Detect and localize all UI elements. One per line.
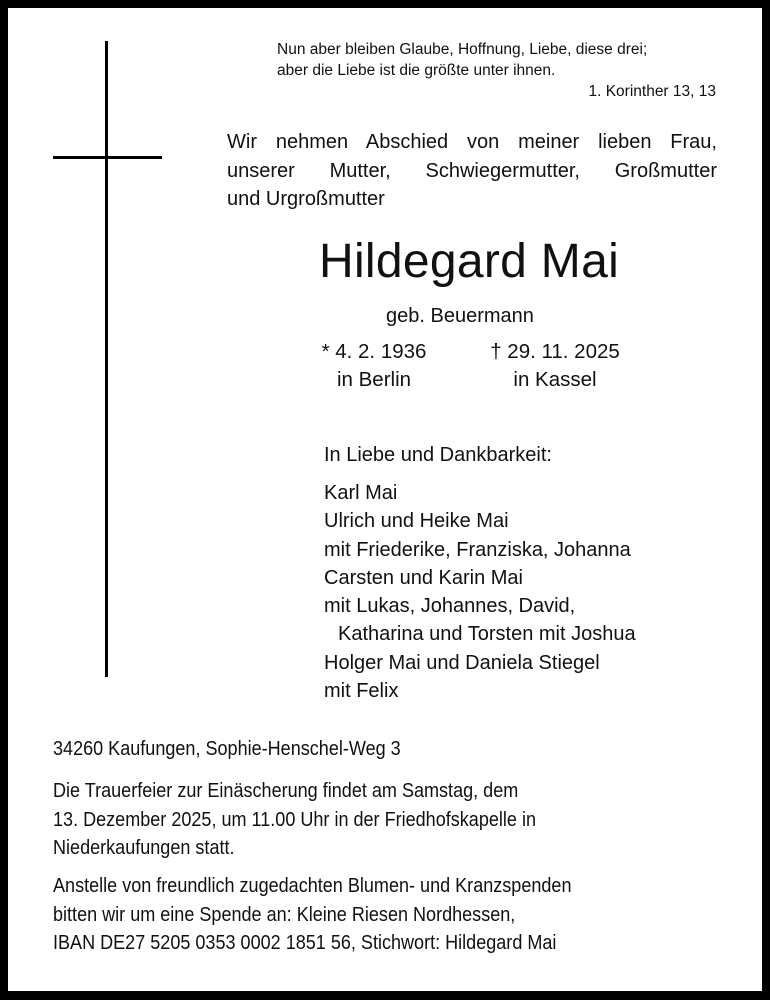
- mourner-line: mit Felix: [324, 680, 399, 703]
- mourner-line: Carsten und Karin Mai: [324, 566, 523, 589]
- death-date: † 29. 11. 2025: [490, 340, 620, 363]
- mourners-heading: In Liebe und Dankbarkeit:: [324, 444, 552, 466]
- donation-info: [53, 872, 571, 958]
- bible-quote: [277, 39, 716, 102]
- donation-line: IBAN DE27 5205 0353 0002 1851 56, Stichwort: Hildegard Mai: [53, 931, 557, 954]
- farewell-statement: [227, 128, 717, 214]
- mourner-line: mit Friederike, Franziska, Johanna: [324, 538, 631, 561]
- mourner-line: Holger Mai und Daniela Stiegel: [324, 651, 600, 674]
- intro-line: und Urgroßmutter: [227, 188, 385, 210]
- intro-line: Wir nehmen Abschied von meiner lieben Frau,: [227, 131, 717, 153]
- death-info: [476, 338, 634, 394]
- mourner-line: Ulrich und Heike Mai: [324, 510, 509, 533]
- quote-line: Nun aber bleiben Glaube, Hoffnung, Liebe, diese drei;: [277, 41, 648, 58]
- ceremony-line: 13. Dezember 2025, um 11.00 Uhr in der Friedhofskapelle in: [53, 807, 537, 831]
- quote-reference: 1. Korinther 13, 13: [588, 83, 716, 100]
- cross-horizontal-bar: [53, 156, 162, 159]
- ceremony-line: Niederkaufungen statt.: [53, 836, 235, 859]
- intro-line: unserer Mutter, Schwiegermutter, Großmutter: [227, 159, 717, 182]
- quote-line: aber die Liebe ist die größte unter ihnen.: [277, 62, 556, 79]
- death-place: in Kassel: [513, 368, 597, 391]
- ceremony-info: [53, 777, 536, 863]
- cross-vertical-bar: [105, 41, 108, 677]
- donation-line: Anstelle von freundlich zugedachten Blumen- und Kranzspenden: [53, 874, 572, 897]
- mourner-line: Karl Mai: [324, 482, 398, 504]
- ceremony-line: Die Trauerfeier zur Einäscherung findet am Samstag, dem: [53, 779, 519, 802]
- birth-info: [304, 338, 444, 394]
- deceased-name: Hildegard Mai: [319, 235, 620, 288]
- family-address: 34260 Kaufungen, Sophie-Henschel-Weg 3: [53, 737, 401, 760]
- mourner-line: Katharina und Torsten mit Joshua: [338, 623, 636, 646]
- birth-date: * 4. 2. 1936: [321, 340, 427, 363]
- birth-place: in Berlin: [336, 368, 412, 391]
- mourners-list: [324, 479, 636, 705]
- maiden-name: geb. Beuermann: [386, 305, 534, 327]
- mourner-line: mit Lukas, Johannes, David,: [324, 595, 576, 618]
- donation-line: bitten wir um eine Spende an: Kleine Riesen Nordhessen,: [53, 902, 516, 926]
